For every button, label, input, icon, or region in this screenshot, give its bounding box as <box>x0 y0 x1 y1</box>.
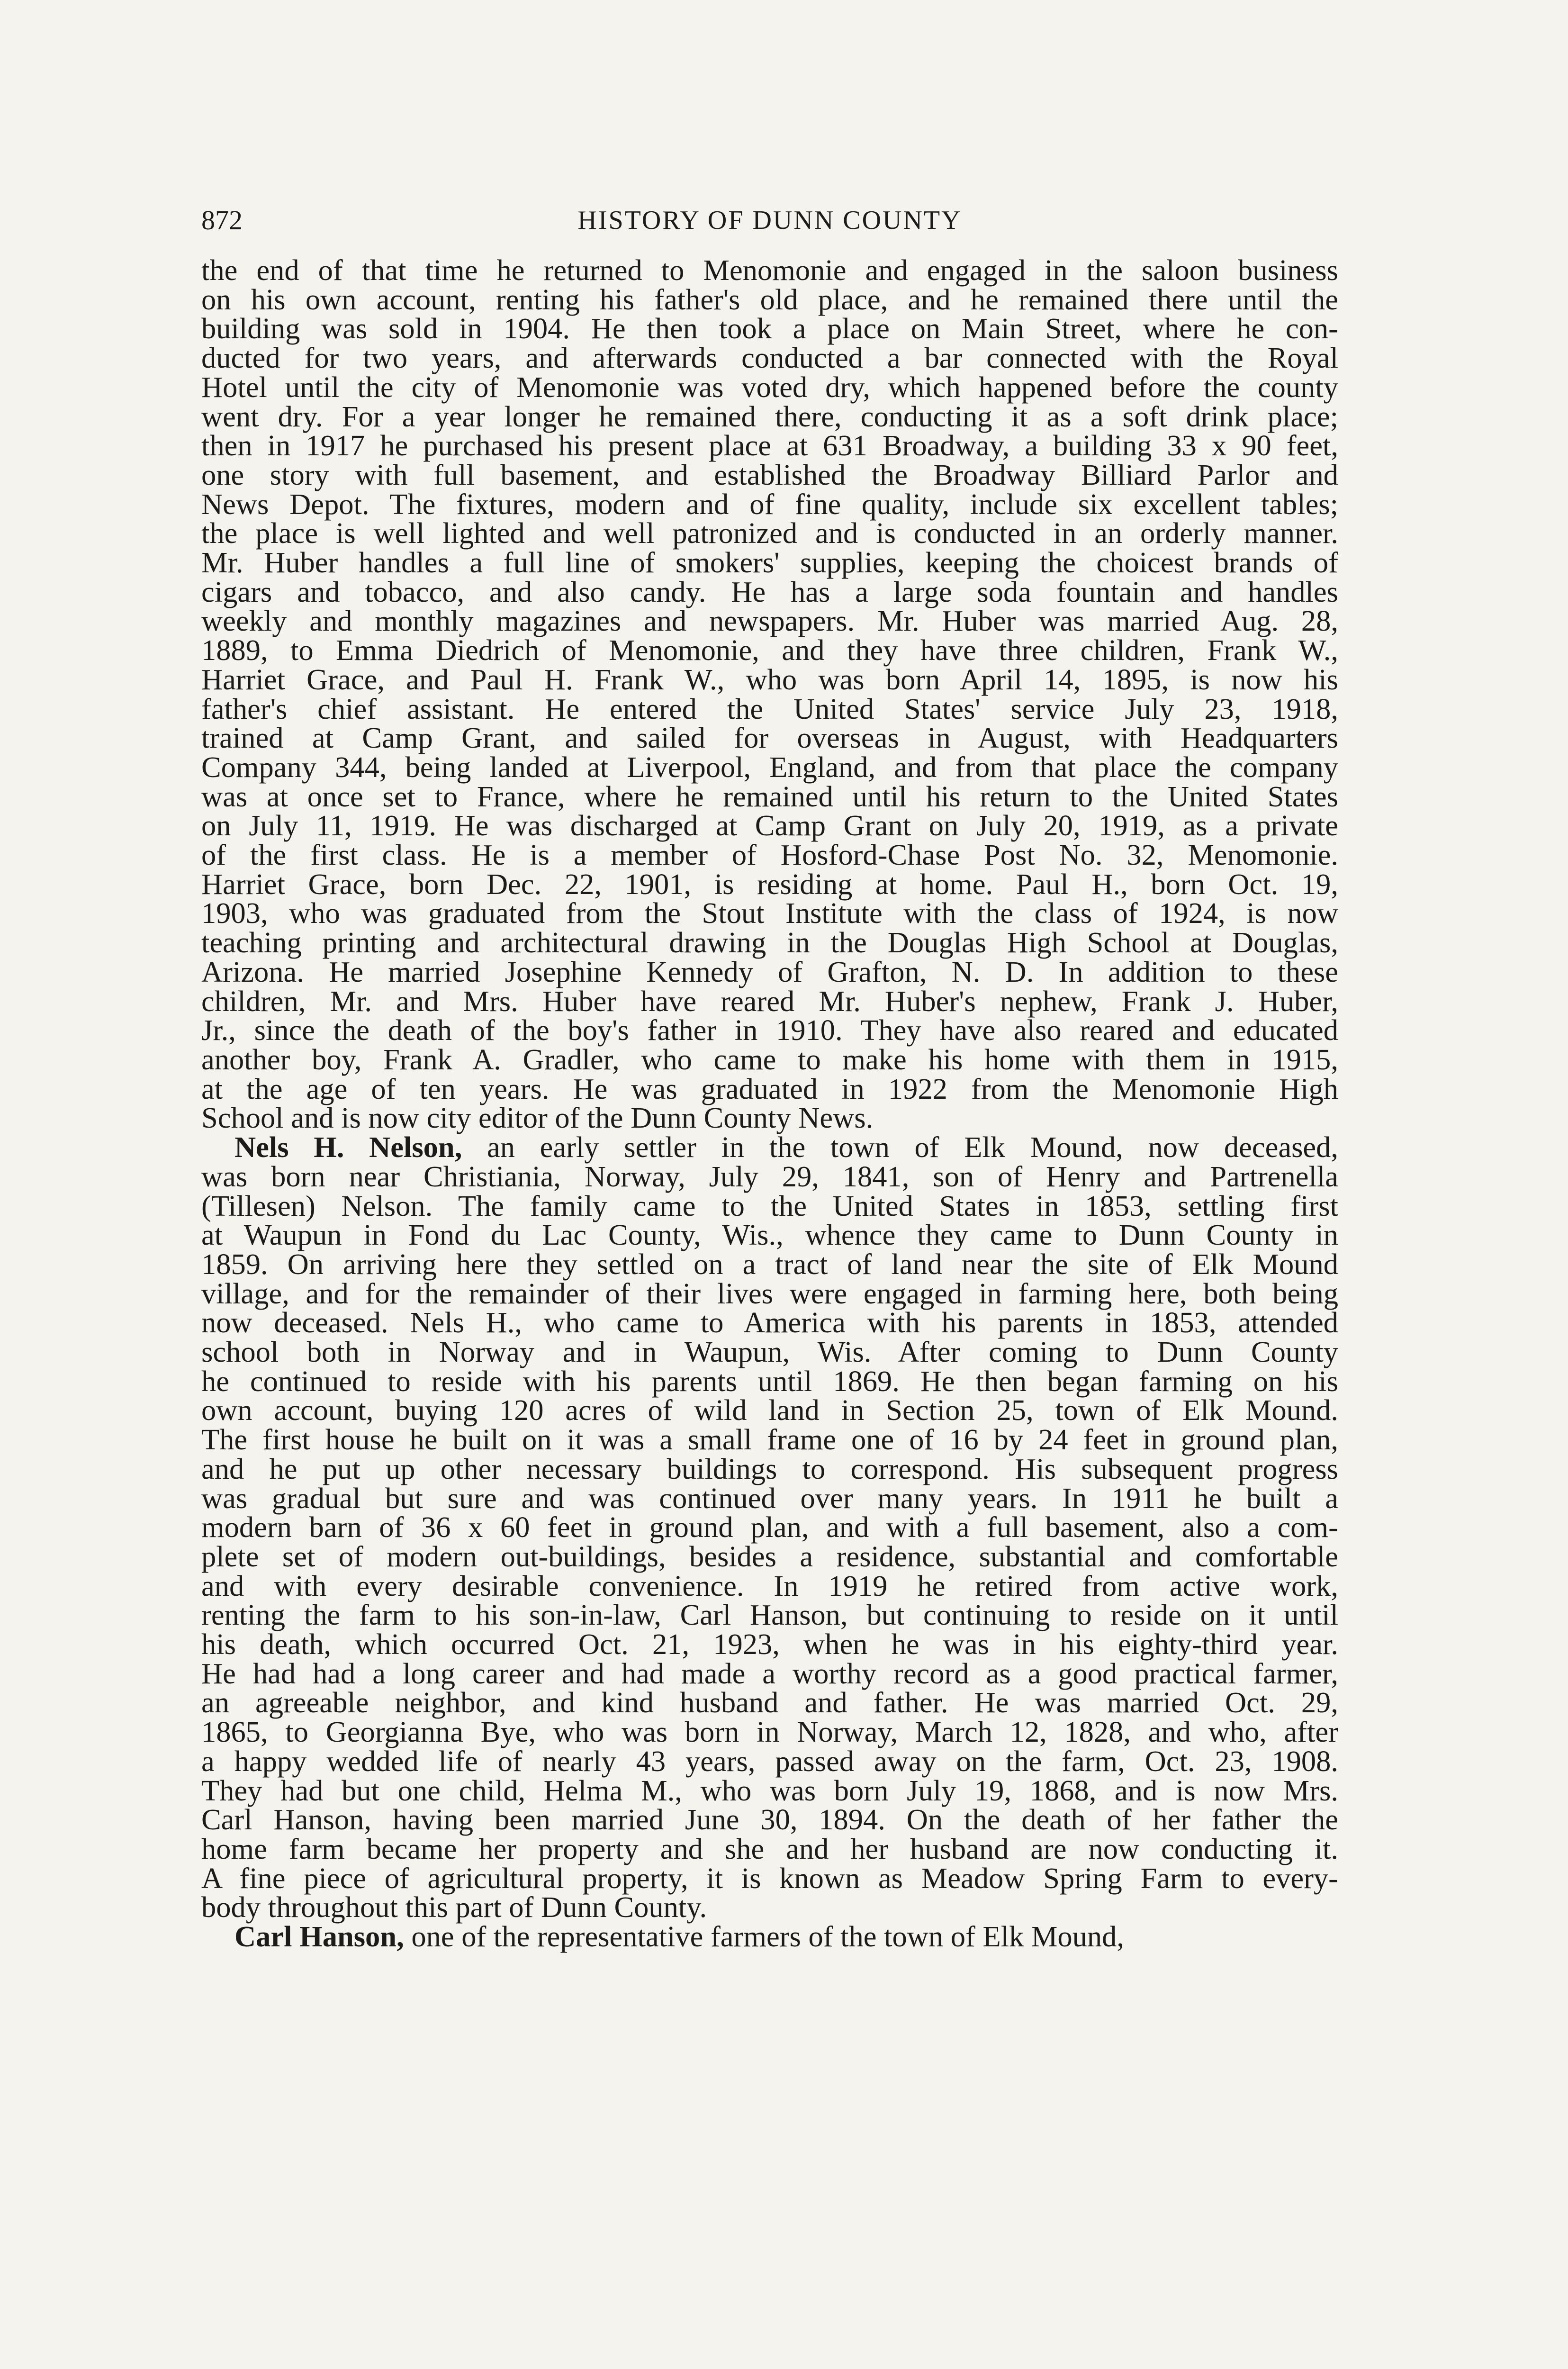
text-line: at the age of ten years. He was graduated in 1922 from the Menomonie High <box>201 1072 1338 1105</box>
text-line: and with every desirable convenience. In 1919 he retired from active work, <box>201 1569 1338 1602</box>
text-line: School and is now city editor of the Dunn County News. <box>201 1101 874 1135</box>
text-line: trained at Camp Grant, and sailed for overseas in August, with Headquarters <box>201 721 1338 755</box>
text-line: 1889, to Emma Diedrich of Menomonie, and they have three children, Frank W., <box>201 633 1338 667</box>
text-line: plete set of modern out-buildings, besides a residence, substantial and comfortable <box>201 1539 1338 1573</box>
text-line: village, and for the remainder of their lives were engaged in farming here, both being <box>201 1276 1338 1310</box>
text-line: was born near Christiania, Norway, July 29, 1841, son of Henry and Partrenella <box>201 1159 1338 1193</box>
text-line: now deceased. Nels H., who came to America with his parents in 1853, attended <box>201 1306 1338 1339</box>
body-text <box>201 253 1339 1953</box>
text-line: Company 344, being landed at Liverpool, England, and from that place the company <box>201 750 1338 784</box>
text-line: A fine piece of agricultural property, it is known as Meadow Spring Farm to every- <box>201 1861 1338 1895</box>
text-line: was at once set to France, where he remained until his return to the United States <box>201 779 1338 813</box>
text-line: he continued to reside with his parents until 1869. He then began farming on his <box>201 1364 1338 1398</box>
text-line: News Depot. The fixtures, modern and of fine quality, include six excellent tables; <box>201 487 1338 521</box>
text-line: home farm became her property and she and her husband are now conducting it. <box>201 1832 1338 1865</box>
text-line: (Tillesen) Nelson. The family came to the United States in 1853, settling first <box>201 1189 1338 1222</box>
text-line: They had but one child, Helma M., who was born July 19, 1868, and is now Mrs. <box>201 1773 1338 1807</box>
paragraph <box>201 1922 1338 1952</box>
text-line: weekly and monthly magazines and newspapers. Mr. Huber was married Aug. 28, <box>201 604 1338 638</box>
text-line: own account, buying 120 acres of wild land in Section 25, town of Elk Mound. <box>201 1393 1338 1427</box>
text-line: body throughout this part of Dunn County. <box>201 1890 707 1924</box>
text-line: building was sold in 1904. He then took a place on Main Street, where he con- <box>201 312 1338 345</box>
paragraph <box>201 1130 1339 1924</box>
text-line: the end of that time he returned to Menomonie and engaged in the saloon business <box>201 253 1338 287</box>
text-line: father's chief assistant. He entered the United States' service July 23, 1918, <box>201 692 1338 725</box>
text-line: Harriet Grace, and Paul H. Frank W., who was born April 14, 1895, is now his <box>201 662 1338 696</box>
text-line: renting the farm to his son-in-law, Carl Hanson, but continuing to reside on it until <box>201 1598 1338 1632</box>
paragraph <box>201 253 1338 1135</box>
text-line: The first house he built on it was a small frame one of 16 by 24 feet in ground plan, <box>201 1423 1338 1456</box>
line-text: an early settler in the town of Elk Mound, now deceased, <box>462 1130 1339 1164</box>
text-line: Mr. Huber handles a full line of smokers' supplies, keeping the choicest brands of <box>201 546 1338 579</box>
text-line <box>201 1130 1339 1164</box>
text-line: 1903, who was graduated from the Stout Institute with the class of 1924, is now <box>201 896 1338 930</box>
text-line: 1859. On arriving here they settled on a tract of land near the site of Elk Mound <box>201 1247 1338 1281</box>
text-line: was gradual but sure and was continued over many years. In 1911 he built a <box>201 1481 1338 1515</box>
text-line: teaching printing and architectural drawing in the Douglas High School at Douglas, <box>201 926 1338 959</box>
running-title: HISTORY OF DUNN COUNTY <box>577 206 962 235</box>
biography-name: Carl Hanson, <box>234 1920 404 1953</box>
text-line: children, Mr. and Mrs. Huber have reared Mr. Huber's nephew, Frank J. Huber, <box>201 984 1338 1018</box>
text-line: Jr., since the death of the boy's father in 1910. They have also reared and educated <box>201 1013 1338 1047</box>
text-line: his death, which occurred Oct. 21, 1923, when he was in his eighty-third year. <box>201 1628 1338 1661</box>
text-line: an agreeable neighbor, and kind husband and father. He was married Oct. 29, <box>201 1686 1338 1719</box>
text-line: went dry. For a year longer he remained there, conducting it as a soft drink place; <box>201 399 1338 433</box>
text-line: ducted for two years, and afterwards conducted a bar connected with the Royal <box>201 341 1338 375</box>
text-line: Carl Hanson, having been married June 30, 1894. On the death of her father the <box>201 1803 1338 1836</box>
text-line: He had had a long career and had made a worthy record as a good practical farmer, <box>201 1656 1338 1690</box>
page-number: 872 <box>201 205 243 235</box>
text-line: one story with full basement, and established the Broadway Billiard Parlor and <box>201 458 1338 491</box>
text-line: the place is well lighted and well patronized and is conducted in an orderly manner. <box>201 516 1338 550</box>
text-line: Arizona. He married Josephine Kennedy of Grafton, N. D. In addition to these <box>201 955 1338 988</box>
line-text: one of the representative farmers of the town of Elk Mound, <box>404 1920 1125 1953</box>
text-line: cigars and tobacco, and also candy. He has a large soda fountain and handles <box>201 575 1338 608</box>
text-line: and he put up other necessary buildings to correspond. His subsequent progress <box>201 1452 1338 1485</box>
text-line: 1865, to Georgianna Bye, who was born in Norway, March 12, 1828, and who, after <box>201 1715 1338 1749</box>
text-line: at Waupun in Fond du Lac County, Wis., whence they came to Dunn County in <box>201 1218 1338 1252</box>
text-line: modern barn of 36 x 60 feet in ground plan, and with a full basement, also a com- <box>201 1510 1338 1544</box>
text-line: Harriet Grace, born Dec. 22, 1901, is residing at home. Paul H., born Oct. 19, <box>201 867 1338 901</box>
text-line: then in 1917 he purchased his present place at 631 Broadway, a building 33 x 90 feet, <box>201 429 1338 462</box>
text-line: school both in Norway and in Waupun, Wis. After coming to Dunn County <box>201 1335 1338 1369</box>
running-head <box>201 199 1338 242</box>
text-line: a happy wedded life of nearly 43 years, passed away on the farm, Oct. 23, 1908. <box>201 1744 1338 1778</box>
text-line <box>201 1922 1338 1952</box>
text-line: on his own account, renting his father's old place, and he remained there until the <box>201 282 1338 316</box>
text-line: on July 11, 1919. He was discharged at Camp Grant on July 20, 1919, as a private <box>201 809 1338 842</box>
biography-name: Nels H. Nelson, <box>234 1130 462 1164</box>
text-line: another boy, Frank A. Gradler, who came to make his home with them in 1915, <box>201 1042 1338 1076</box>
text-line: of the first class. He is a member of Hosford-Chase Post No. 32, Menomonie. <box>201 838 1338 872</box>
text-line: Hotel until the city of Menomonie was voted dry, which happened before the county <box>201 370 1338 404</box>
